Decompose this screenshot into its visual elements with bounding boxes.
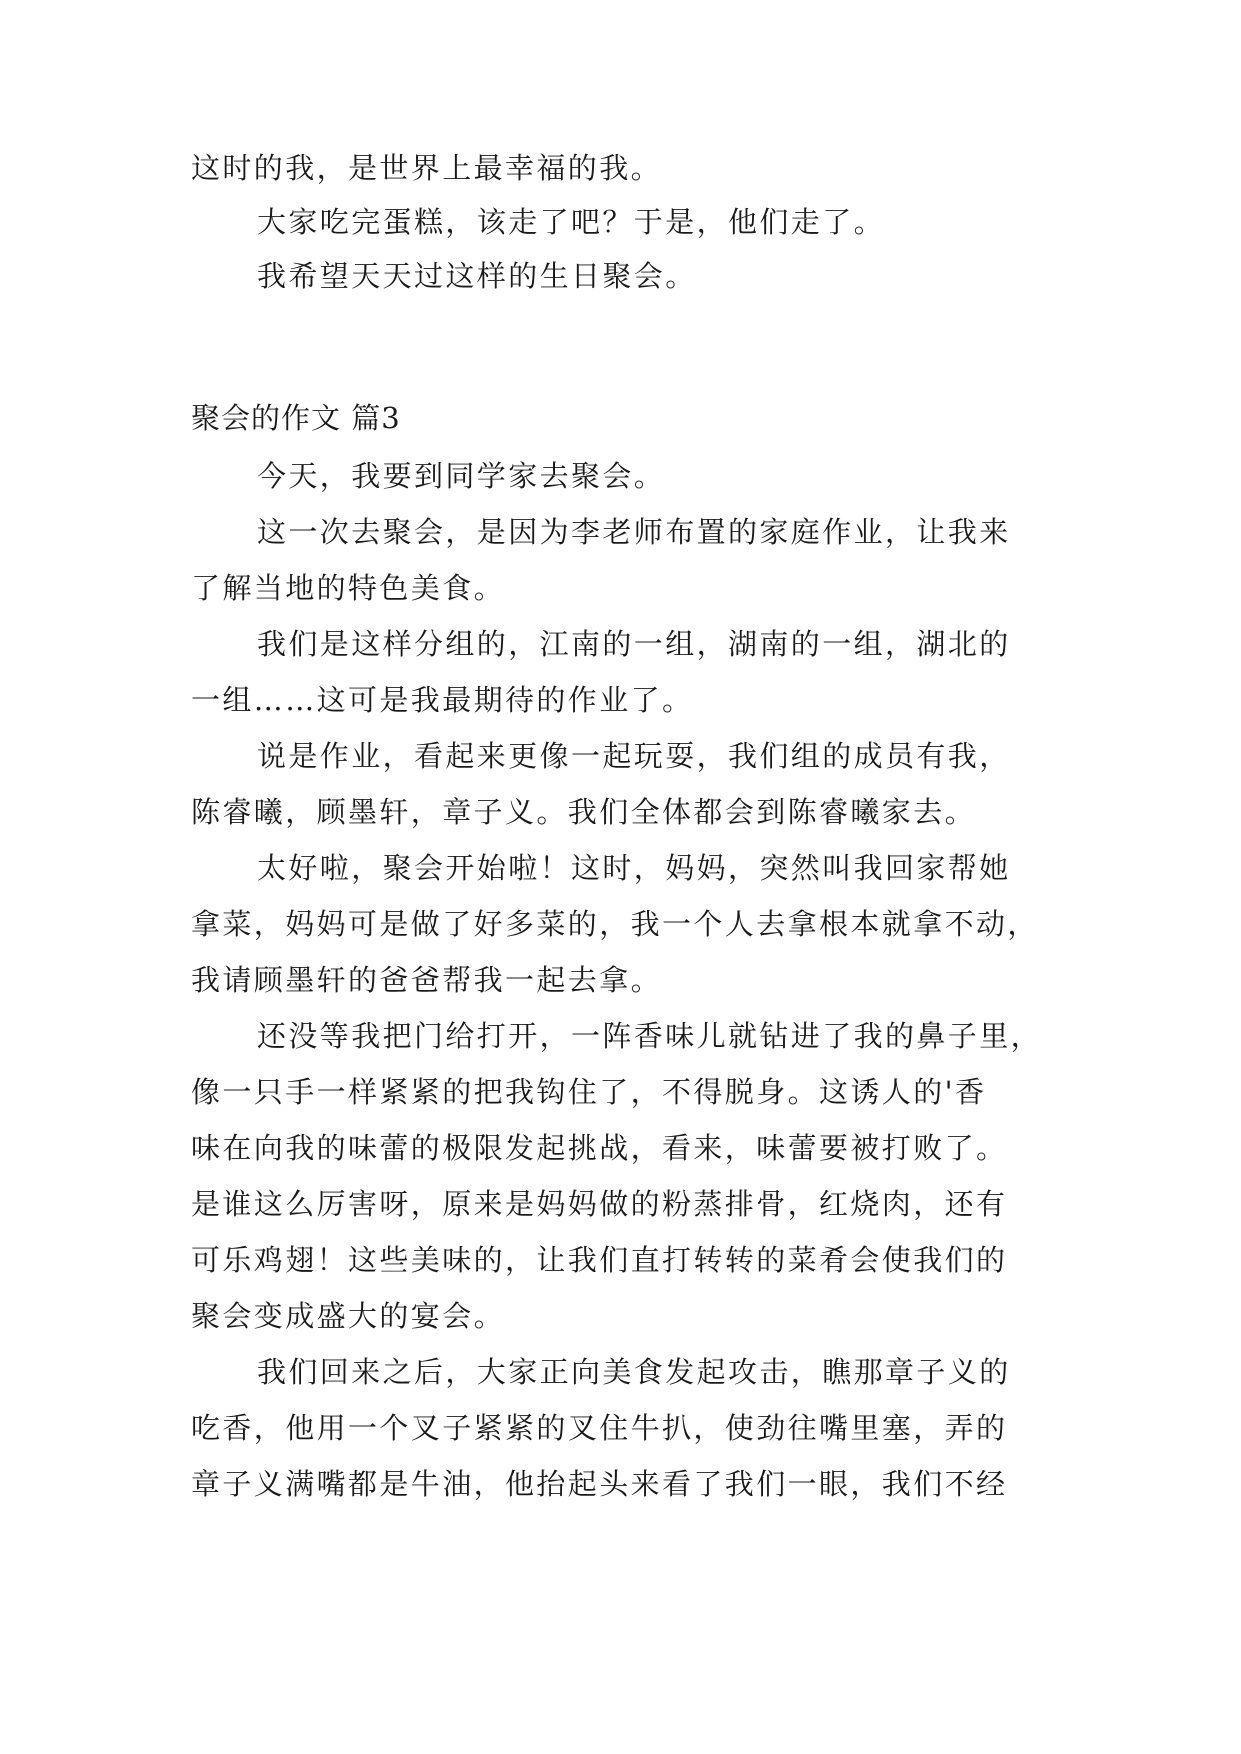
text-line: 太好啦，聚会开始啦！这时，妈妈，突然叫我回家帮她 (257, 851, 1011, 885)
text-line: 还没等我把门给打开，一阵香味儿就钻进了我的鼻子里， (257, 1019, 1043, 1053)
text-line: 可乐鸡翅！这些美味的，让我们直打转转的菜肴会使我们的 (191, 1243, 1008, 1277)
text-line: 味在向我的味蕾的极限发起挑战，看来，味蕾要被打败了。 (191, 1131, 1008, 1165)
text-line: 大家吃完蛋糕，该走了吧？于是，他们走了。 (257, 205, 886, 239)
text-line: 我们回来之后，大家正向美食发起攻击，瞧那章子义的 (257, 1355, 1011, 1389)
text-line: 陈睿曦，顾墨轩，章子义。我们全体都会到陈睿曦家去。 (191, 795, 977, 829)
text-line: 拿菜，妈妈可是做了好多菜的，我一个人去拿根本就拿不动， (191, 907, 1039, 941)
text-line: 我请顾墨轩的爸爸帮我一起去拿。 (191, 963, 663, 997)
text-line: 今天，我要到同学家去聚会。 (257, 459, 666, 493)
text-line: 章子义满嘴都是牛油，他抬起头来看了我们一眼，我们不经 (191, 1467, 1008, 1501)
text-line: 我们是这样分组的，江南的一组，湖南的一组，湖北的 (257, 627, 1011, 661)
text-line: 我希望天天过这样的生日聚会。 (257, 259, 697, 293)
text-line: 聚会变成盛大的宴会。 (191, 1299, 506, 1333)
text-line: 一组……这可是我最期待的作业了。 (191, 683, 694, 717)
text-line: 像一只手一样紧紧的把我钩住了，不得脱身。这诱人的'香 (191, 1075, 987, 1109)
text-line: 说是作业，看起来更像一起玩耍，我们组的成员有我， (257, 739, 1011, 773)
text-line: 这一次去聚会，是因为李老师布置的家庭作业，让我来 (257, 515, 1011, 549)
text-line: 是谁这么厉害呀，原来是妈妈做的粉蒸排骨，红烧肉，还有 (191, 1187, 1008, 1221)
text-line: 这时的我，是世界上最幸福的我。 (191, 151, 663, 185)
section-heading: 聚会的作文 篇3 (191, 401, 401, 435)
text-line: 了解当地的特色美食。 (191, 571, 506, 605)
text-line: 吃香，他用一个叉子紧紧的叉住牛扒，使劲往嘴里塞，弄的 (191, 1411, 1008, 1445)
